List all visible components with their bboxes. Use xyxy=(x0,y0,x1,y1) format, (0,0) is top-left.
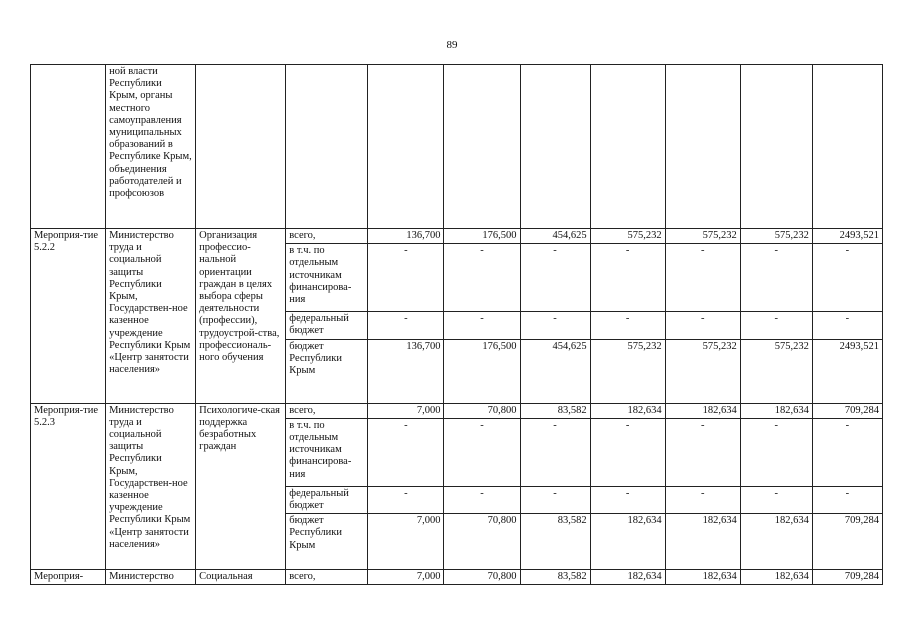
amount-cell: 454,625 xyxy=(520,339,590,403)
funding-row xyxy=(31,229,883,244)
funding-row xyxy=(31,403,883,418)
amount-cell: - xyxy=(590,486,665,513)
amount-cell: 83,582 xyxy=(520,514,590,570)
amount-cell: - xyxy=(740,244,812,312)
amount-cell: 70,800 xyxy=(444,570,520,585)
amount-cell: - xyxy=(444,312,520,339)
executor-cell: Министерство xyxy=(106,570,196,585)
amount-cell: 83,582 xyxy=(520,570,590,585)
amount-cell: 575,232 xyxy=(590,339,665,403)
amount-cell: 182,634 xyxy=(590,514,665,570)
amount-cell: 182,634 xyxy=(665,514,740,570)
amount-cell: - xyxy=(444,486,520,513)
amount-cell: 454,625 xyxy=(520,229,590,244)
amount-cell: - xyxy=(665,312,740,339)
amount-cell: - xyxy=(368,244,444,312)
amount-cell: 709,284 xyxy=(812,403,882,418)
carry-over-value-cell xyxy=(740,65,812,229)
amount-cell: 575,232 xyxy=(665,339,740,403)
funding-source-cell: бюджет Республики Крым xyxy=(286,339,368,403)
amount-cell: 70,800 xyxy=(444,403,520,418)
carry-over-value-cell xyxy=(520,65,590,229)
amount-cell: 182,634 xyxy=(740,570,812,585)
carry-over-description-cell xyxy=(196,65,286,229)
amount-cell: - xyxy=(812,244,882,312)
funding-row xyxy=(31,570,883,585)
budget-table xyxy=(30,64,883,585)
amount-cell: 709,284 xyxy=(812,514,882,570)
amount-cell: - xyxy=(590,312,665,339)
event-cell: Мероприя-тие 5.2.2 xyxy=(31,229,106,404)
funding-source-cell: в т.ч. по отдельным источникам финансирова-ния xyxy=(286,244,368,312)
amount-cell: 7,000 xyxy=(368,514,444,570)
funding-source-cell: всего, xyxy=(286,570,368,585)
carry-over-executor-cell: ной власти Республики Крым, органы местного самоуправления муниципальных образований в Республике Крым, объединения работодателей и профсоюзов xyxy=(106,65,196,229)
event-cell: Мероприя- xyxy=(31,570,106,585)
amount-cell: 182,634 xyxy=(590,403,665,418)
funding-source-cell: всего, xyxy=(286,229,368,244)
amount-cell: 136,700 xyxy=(368,229,444,244)
amount-cell: 575,232 xyxy=(665,229,740,244)
amount-cell: - xyxy=(368,418,444,486)
description-cell: Социальная xyxy=(196,570,286,585)
carry-over-value-cell xyxy=(368,65,444,229)
amount-cell: - xyxy=(368,312,444,339)
amount-cell: - xyxy=(520,244,590,312)
funding-source-cell: бюджет Республики Крым xyxy=(286,514,368,570)
amount-cell: - xyxy=(665,418,740,486)
carry-over-row xyxy=(31,65,883,229)
amount-cell: 70,800 xyxy=(444,514,520,570)
amount-cell: - xyxy=(520,486,590,513)
amount-cell: 709,284 xyxy=(812,570,882,585)
funding-source-cell: федеральный бюджет xyxy=(286,312,368,339)
amount-cell: 2493,521 xyxy=(812,339,882,403)
amount-cell: 176,500 xyxy=(444,229,520,244)
amount-cell: 182,634 xyxy=(665,570,740,585)
executor-cell: Министерство труда и социальной защиты Республики Крым, Государствен-ное казенное учреждение Республики Крым «Центр занятости населения» xyxy=(106,229,196,404)
carry-over-value-cell xyxy=(444,65,520,229)
amount-cell: - xyxy=(520,312,590,339)
event-cell: Мероприя-тие 5.2.3 xyxy=(31,403,106,570)
executor-cell: Министерство труда и социальной защиты Республики Крым, Государствен-ное казенное учреждение Республики Крым «Центр занятости населения» xyxy=(106,403,196,570)
amount-cell: - xyxy=(665,486,740,513)
funding-source-cell: федеральный бюджет xyxy=(286,486,368,513)
amount-cell: - xyxy=(444,244,520,312)
amount-cell: 136,700 xyxy=(368,339,444,403)
funding-source-cell: всего, xyxy=(286,403,368,418)
amount-cell: 2493,521 xyxy=(812,229,882,244)
amount-cell: 7,000 xyxy=(368,570,444,585)
amount-cell: 182,634 xyxy=(740,403,812,418)
amount-cell: - xyxy=(520,418,590,486)
amount-cell: - xyxy=(812,486,882,513)
amount-cell: 182,634 xyxy=(740,514,812,570)
amount-cell: 575,232 xyxy=(740,229,812,244)
amount-cell: 182,634 xyxy=(590,570,665,585)
amount-cell: - xyxy=(444,418,520,486)
amount-cell: - xyxy=(740,312,812,339)
amount-cell: - xyxy=(590,244,665,312)
carry-over-value-cell xyxy=(812,65,882,229)
amount-cell: 575,232 xyxy=(740,339,812,403)
amount-cell: - xyxy=(740,418,812,486)
amount-cell: - xyxy=(740,486,812,513)
funding-source-cell: в т.ч. по отдельным источникам финансирова-ния xyxy=(286,418,368,486)
carry-over-value-cell xyxy=(590,65,665,229)
amount-cell: 182,634 xyxy=(665,403,740,418)
amount-cell: 176,500 xyxy=(444,339,520,403)
carry-over-source-cell xyxy=(286,65,368,229)
amount-cell: - xyxy=(590,418,665,486)
amount-cell: - xyxy=(368,486,444,513)
amount-cell: 83,582 xyxy=(520,403,590,418)
amount-cell: - xyxy=(665,244,740,312)
description-cell: Организация профессио-нальной ориентации граждан в целях выбора сферы деятельности (профессии), трудоустрой-ства, профессиональ-ного обучения xyxy=(196,229,286,404)
page-number: 89 xyxy=(446,39,458,51)
amount-cell: 7,000 xyxy=(368,403,444,418)
carry-over-event-cell xyxy=(31,65,106,229)
amount-cell: 575,232 xyxy=(590,229,665,244)
carry-over-value-cell xyxy=(665,65,740,229)
description-cell: Психологиче-ская поддержка безработных граждан xyxy=(196,403,286,570)
amount-cell: - xyxy=(812,418,882,486)
amount-cell: - xyxy=(812,312,882,339)
